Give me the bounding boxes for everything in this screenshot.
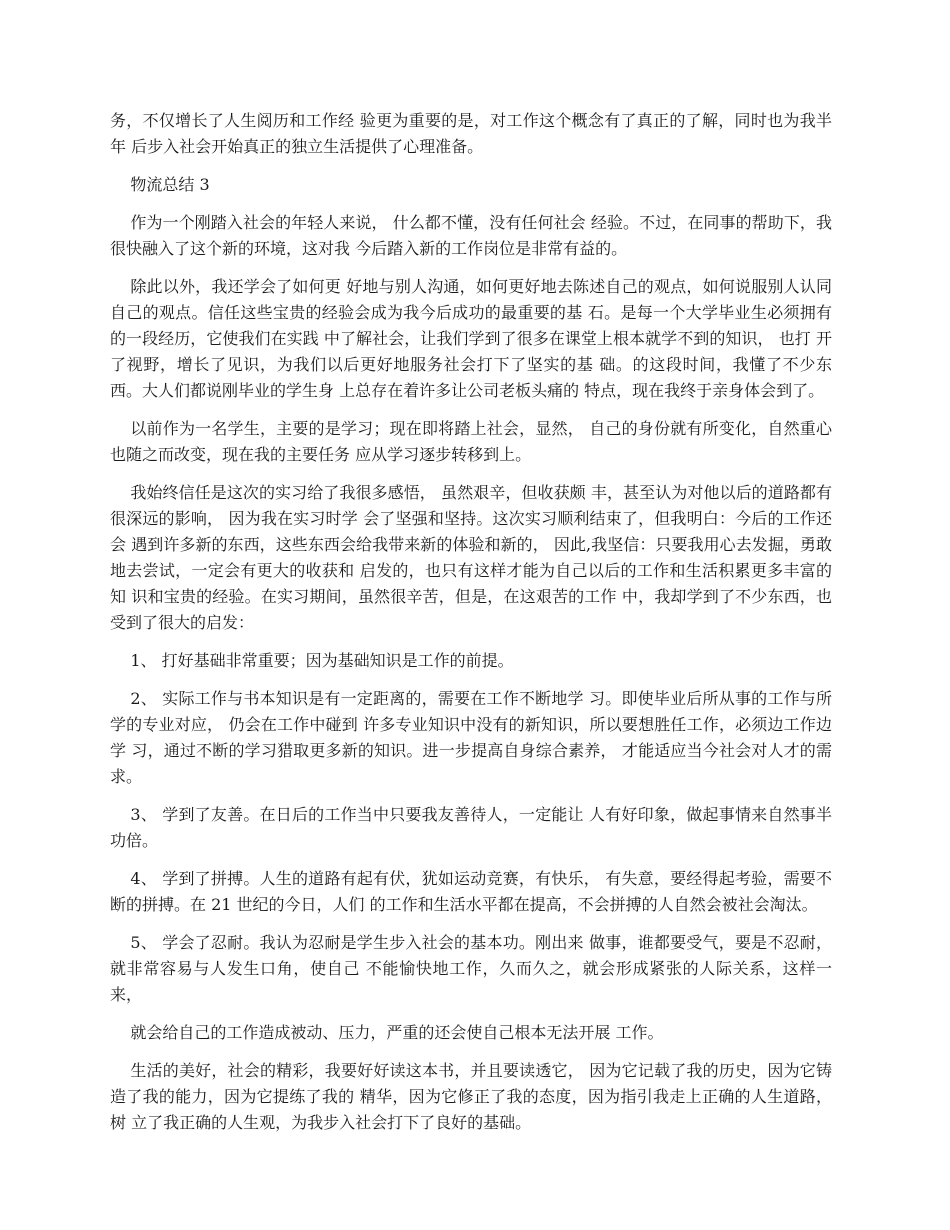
paragraph-continuation: 务，不仅增长了人生阅历和工作经 验更为重要的是，对工作这个概念有了真正的了解，同时也为我半年 后步入社会开始真正的独立生活提供了心理准备。	[110, 111, 832, 156]
paragraph: 以前作为一名学生，主要的是学习；现在即将踏上社会，显然， 自己的身份就有所变化，自然重心也随之而改变，现在我的主要任务 应从学习逐步转移到上。	[110, 419, 832, 464]
list-item: 3、 学到了友善。在日后的工作当中只要我友善待人，一定能让 人有好印象，做起事情来自然事半功倍。	[110, 805, 832, 850]
paragraph: 除此以外，我还学会了如何更 好地与别人沟通，如何更好地去陈述自己的观点，如何说服别人认同 自己的观点。信任这些宝贵的经验会成为我今后成功的最重要的基 石。是每一个大学毕业生必须拥有的一段经历，它使我们在实践 中了解社会，让我们学到了很多在课堂上根本就学不到的知识， 也打 开了视野，增长了见识，为我们以后更好地服务社会打下了坚实的基 础。的这段时间，我懂了不少东西。大人们都说刚毕业的学生身 上总存在着许多让公司老板头痛的 特点，现在我终于亲身体会到了。	[110, 277, 832, 400]
list-item: 4、 学到了拼搏。人生的道路有起有伏，犹如运动竞赛，有快乐， 有失意，要经得起考验，需要不断的拼搏。在 21 世纪的今日，人们 的工作和生活水平都在提高，不会拼搏的人自然会被社会淘汰。	[110, 869, 832, 914]
section-heading: 物流总结 3	[130, 175, 210, 194]
list-item: 5、 学会了忍耐。我认为忍耐是学生步入社会的基本功。刚出来 做事，谁都要受气，要是不忍耐，就非常容易与人发生口角，使自己 不能愉快地工作，久而久之，就会形成紧张的人际关系，这样一来，	[110, 933, 832, 1004]
paragraph: 生活的美好，社会的精彩，我要好好读这本书，并且要读透它， 因为它记载了我的历史，因为它铸造了我的能力，因为它提练了我的 精华，因为它修正了我的态度，因为指引我走上正确的人生道路，树 立了我正确的人生观，为我步入社会打下了良好的基础。	[110, 1061, 832, 1132]
document-page	[110, 108, 832, 1148]
paragraph: 就会给自己的工作造成被动、压力，严重的还会使自己根本无法开展 工作。	[130, 1023, 664, 1042]
list-item: 1、 打好基础非常重要；因为基础知识是工作的前提。	[130, 651, 514, 670]
paragraph: 作为一个刚踏入社会的年轻人来说， 什么都不懂，没有任何社会 经验。不过，在同事的帮助下，我很快融入了这个新的环境，这对我 今后踏入新的工作岗位是非常有益的。	[110, 213, 832, 258]
paragraph: 我始终信任是这次的实习给了我很多感悟， 虽然艰辛，但收获颇 丰，甚至认为对他以后的道路都有很深远的影响， 因为我在实习时学 会了坚强和坚持。这次实习顺利结束了，但我明白：今后的工作还会 遇到许多新的东西，这些东西会给我带来新的体验和新的， 因此,我坚信：只要我用心去发掘，勇敢地去尝试，一定会有更大的收获和 启发的，也只有这样才能为自己以后的工作和生活积累更多丰富的知 识和宝贵的经验。在实习期间，虽然很辛苦，但是，在这艰苦的工作 中，我却学到了不少东西，也受到了很大的启发：	[110, 483, 832, 632]
list-item: 2、 实际工作与书本知识是有一定距离的，需要在工作不断地学 习。即使毕业后所从事的工作与所学的专业对应， 仍会在工作中碰到 许多专业知识中没有的新知识，所以要想胜任工作，必须边工作边学 习，通过不断的学习猎取更多新的知识。进一步提高自身综合素养， 才能适应当今社会对人才的需求。	[110, 689, 832, 786]
